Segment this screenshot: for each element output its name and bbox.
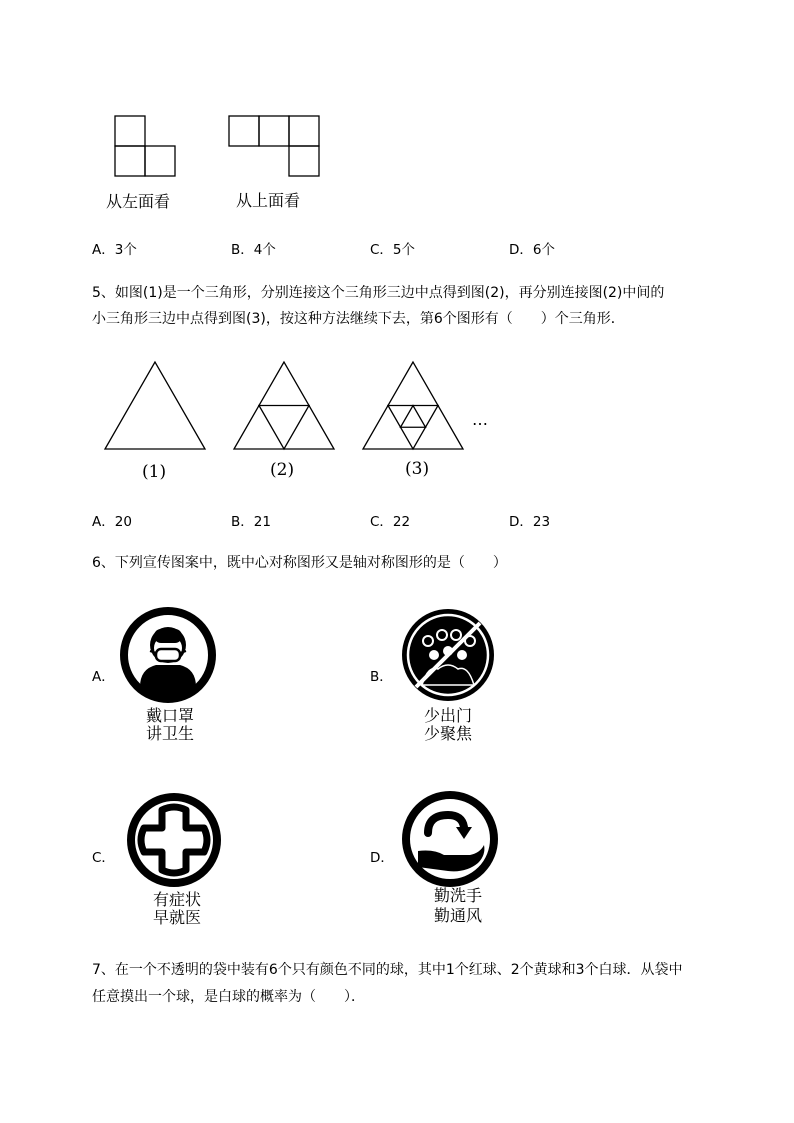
q6-choice-c-caption-2: 早就医 [152, 908, 201, 927]
q6-choice-b-caption-2: 少聚焦 [423, 724, 472, 743]
q6-stem: 6、下列宣传图案中，既中心对称图形又是轴对称图形的是（ ） [92, 555, 507, 571]
fig-label-1: (1) [142, 462, 167, 482]
q5-option-a[interactable]: A．20 [92, 514, 132, 530]
q5-stem-line2: 小三角形三边中点得到图(3)，按这种方法继续下去，第6个图形有（ ）个三角形． [92, 311, 625, 327]
q6-choice-c-caption-1: 有症状 [152, 890, 201, 909]
hand-wash-icon [400, 793, 500, 893]
q6-choice-a-letter[interactable]: A． [92, 669, 115, 685]
left-view-caption: 从左面看 [106, 192, 171, 211]
q6-choice-d-caption-1: 勤洗手 [433, 886, 482, 905]
q6-choice-d-letter[interactable]: D． [370, 850, 394, 866]
q6-choice-b-letter[interactable]: B． [370, 669, 393, 685]
q5-option-b[interactable]: B．21 [231, 514, 271, 530]
q4-option-c[interactable]: C．5个 [370, 242, 416, 258]
fig-label-3: (3) [405, 459, 430, 479]
q6-choice-a-caption-2: 讲卫生 [145, 724, 194, 743]
q5-option-c[interactable]: C．22 [370, 514, 411, 530]
medical-cross-icon [124, 790, 224, 890]
q7-stem-line1: 7、在一个不透明的袋中装有6个只有颜色不同的球，其中1个红球、2个黄球和3个白球．从袋中 [92, 962, 683, 978]
fig-label-2: (2) [270, 460, 295, 480]
mask-person-icon [118, 607, 218, 707]
q4-option-b[interactable]: B．4个 [231, 242, 276, 258]
top-view-caption: 从上面看 [236, 191, 301, 210]
q6-choice-a-caption-1: 戴口罩 [145, 706, 194, 725]
ellipsis: … [472, 410, 488, 429]
q4-option-d[interactable]: D．6个 [509, 242, 555, 258]
q5-option-d[interactable]: D．23 [509, 514, 551, 530]
q7-stem-line2: 任意摸出一个球，是白球的概率为（ ）． [92, 989, 365, 1005]
q5-stem-line1: 5、如图(1)是一个三角形，分别连接这个三角形三边中点得到图(2)，再分别连接图(2)中间的 [92, 285, 665, 301]
no-crowd-icon [398, 607, 498, 707]
q4-option-a[interactable]: A．3个 [92, 242, 137, 258]
q6-choice-d-caption-2: 勤通风 [433, 906, 482, 925]
q6-choice-c-letter[interactable]: C． [92, 850, 115, 866]
q6-choice-b-caption-1: 少出门 [423, 706, 472, 725]
